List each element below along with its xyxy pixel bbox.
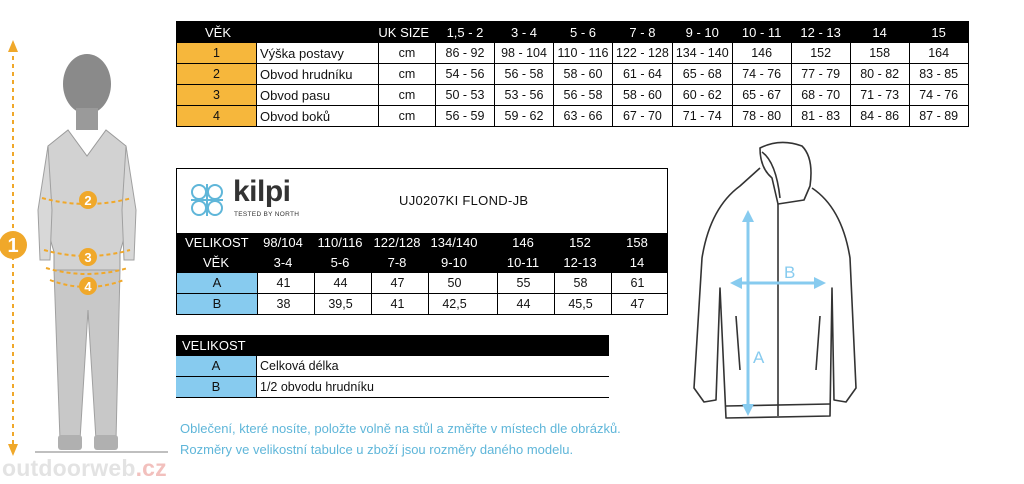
jacket-drawing xyxy=(680,138,870,428)
product-size-table xyxy=(176,168,668,315)
row-key: B xyxy=(176,377,257,397)
header-cell: 12 - 13 xyxy=(791,22,850,43)
header-cell: UK SIZE xyxy=(257,22,436,43)
row-key: B xyxy=(177,294,258,314)
cell: 44 xyxy=(497,294,549,314)
marker-1-label: 1 xyxy=(7,235,19,257)
cell: 56 - 58 xyxy=(554,85,613,106)
row-number: 1 xyxy=(177,43,257,64)
table-row xyxy=(177,85,969,106)
cell: 146 xyxy=(732,43,791,64)
cell: 98 - 104 xyxy=(495,43,554,64)
cell: 47 xyxy=(371,273,423,293)
ground-line xyxy=(35,451,168,453)
cell: 68 - 70 xyxy=(791,85,850,106)
cell: 86 - 92 xyxy=(436,43,495,64)
cell: 77 - 79 xyxy=(791,64,850,85)
cell: 83 - 85 xyxy=(909,64,968,85)
cell: 158 xyxy=(850,43,909,64)
watermark-suffix: .cz xyxy=(135,455,167,481)
watermark xyxy=(2,455,167,482)
cell: 59 - 62 xyxy=(495,106,554,127)
size-header-cell: 98/104 xyxy=(263,235,303,250)
row-key: A xyxy=(176,356,257,376)
cell: 134 - 140 xyxy=(672,43,732,64)
cell: 74 - 76 xyxy=(909,85,968,106)
age-header-cell: 14 xyxy=(629,255,645,270)
cell: 54 - 56 xyxy=(436,64,495,85)
age-header-cell: 9-10 xyxy=(440,255,468,270)
size-header-cell: 158 xyxy=(626,235,648,250)
cell: 71 - 74 xyxy=(672,106,732,127)
row-number: 3 xyxy=(177,85,257,106)
cell: 152 xyxy=(791,43,850,64)
row-label: Obvod pasu xyxy=(257,85,379,106)
table-row xyxy=(177,273,667,294)
cell: 67 - 70 xyxy=(613,106,673,127)
cell: 45,5 xyxy=(554,294,606,314)
header-cell: 5 - 6 xyxy=(554,22,613,43)
table-row xyxy=(176,356,609,377)
head xyxy=(63,54,111,114)
table-row xyxy=(177,64,969,85)
row-label: Výška postavy xyxy=(257,43,379,64)
cell: 50 - 53 xyxy=(436,85,495,106)
brand-tagline: TESTED BY NORTH xyxy=(234,211,300,218)
row-text: 1/2 obvodu hrudníku xyxy=(260,380,374,394)
size-table-header xyxy=(177,22,969,43)
row-text: Celková délka xyxy=(260,359,339,373)
cell: 55 xyxy=(497,273,549,293)
cell: 58 - 60 xyxy=(554,64,613,85)
cell: 60 - 62 xyxy=(672,85,732,106)
cell: 122 - 128 xyxy=(613,43,673,64)
model-name: UJ0207KI FLOND-JB xyxy=(399,193,529,208)
row-unit: cm xyxy=(379,106,436,127)
size-header-cell: 152 xyxy=(569,235,591,250)
cell: 81 - 83 xyxy=(791,106,850,127)
cell: 44 xyxy=(314,273,366,293)
cell: 41 xyxy=(257,273,309,293)
brand-row xyxy=(177,169,667,234)
cell: 65 - 67 xyxy=(732,85,791,106)
age-header-cell: 7-8 xyxy=(387,255,407,270)
cell: 78 - 80 xyxy=(732,106,791,127)
size-table xyxy=(176,21,969,127)
row-key: A xyxy=(177,273,258,293)
cell: 58 xyxy=(554,273,606,293)
cell: 84 - 86 xyxy=(850,106,909,127)
cell: 41 xyxy=(371,294,423,314)
row-unit: cm xyxy=(379,85,436,106)
header-cell: 9 - 10 xyxy=(672,22,732,43)
cell: 65 - 68 xyxy=(672,64,732,85)
size-header-cell: 122/128 xyxy=(373,235,421,250)
cell: 110 - 116 xyxy=(554,43,613,64)
row-unit: cm xyxy=(379,64,436,85)
cell: 58 - 60 xyxy=(613,85,673,106)
cell: 63 - 66 xyxy=(554,106,613,127)
cell: 71 - 73 xyxy=(850,85,909,106)
cell: 56 - 58 xyxy=(495,64,554,85)
header-cell: 15 xyxy=(909,22,968,43)
cell: 80 - 82 xyxy=(850,64,909,85)
cell: 50 xyxy=(428,273,480,293)
watermark-main: outdoorweb xyxy=(2,455,136,481)
size-header xyxy=(177,233,667,273)
header-cell: 7 - 8 xyxy=(613,22,673,43)
cell: 87 - 89 xyxy=(909,106,968,127)
row-number: 2 xyxy=(177,64,257,85)
cell: 164 xyxy=(909,43,968,64)
age-header-cell: 3-4 xyxy=(273,255,293,270)
header-cell: VĚK xyxy=(177,22,257,43)
measure-b-label: B xyxy=(784,263,796,282)
cell: 39,5 xyxy=(314,294,366,314)
table-row xyxy=(177,43,969,64)
brand-name: kilpi xyxy=(233,175,291,208)
row-label: Obvod hrudníku xyxy=(257,64,379,85)
cell: 53 - 56 xyxy=(495,85,554,106)
marker-2-label: 2 xyxy=(84,193,92,208)
header-cell: 10 - 11 xyxy=(732,22,791,43)
cell: 61 - 64 xyxy=(613,64,673,85)
size-header-cell: 110/116 xyxy=(317,235,363,250)
height-arrow-top xyxy=(8,40,18,52)
cell: 61 xyxy=(611,273,663,293)
cell: 38 xyxy=(257,294,309,314)
size-header-cell: 134/140 xyxy=(430,235,478,250)
row-unit: cm xyxy=(379,43,436,64)
table-row xyxy=(177,106,969,127)
row-label: Obvod boků xyxy=(257,106,379,127)
note-line-2: Rozměry ve velikostní tabulce u zboží jsou rozměry daného modelu. xyxy=(180,442,574,457)
table-row xyxy=(177,294,667,314)
cell: 74 - 76 xyxy=(732,64,791,85)
age-header-cell: 12-13 xyxy=(563,255,597,270)
header-cell: 3 - 4 xyxy=(495,22,554,43)
vek-label: VĚK xyxy=(203,255,230,270)
table-row xyxy=(176,377,609,398)
row-number: 4 xyxy=(177,106,257,127)
age-header-cell: 10-11 xyxy=(506,255,540,270)
cell: 42,5 xyxy=(428,294,480,314)
cell: 47 xyxy=(611,294,663,314)
kilpi-logo-icon xyxy=(185,178,229,222)
age-header-cell: 5-6 xyxy=(330,255,350,270)
note-line-1: Oblečení, které nosíte, položte volně na stůl a změřte v místech dle obrázků. xyxy=(180,421,621,436)
legend-header: VELIKOST xyxy=(176,335,609,356)
cell: 56 - 59 xyxy=(436,106,495,127)
marker-3-label: 3 xyxy=(84,250,92,265)
velikost-label: VELIKOST xyxy=(185,235,249,250)
marker-4-label: 4 xyxy=(84,279,92,294)
header-cell: 1,5 - 2 xyxy=(436,22,495,43)
child-figure xyxy=(0,30,170,470)
measure-a-label: A xyxy=(753,348,765,367)
size-header-cell: 146 xyxy=(512,235,534,250)
header-cell: 14 xyxy=(850,22,909,43)
